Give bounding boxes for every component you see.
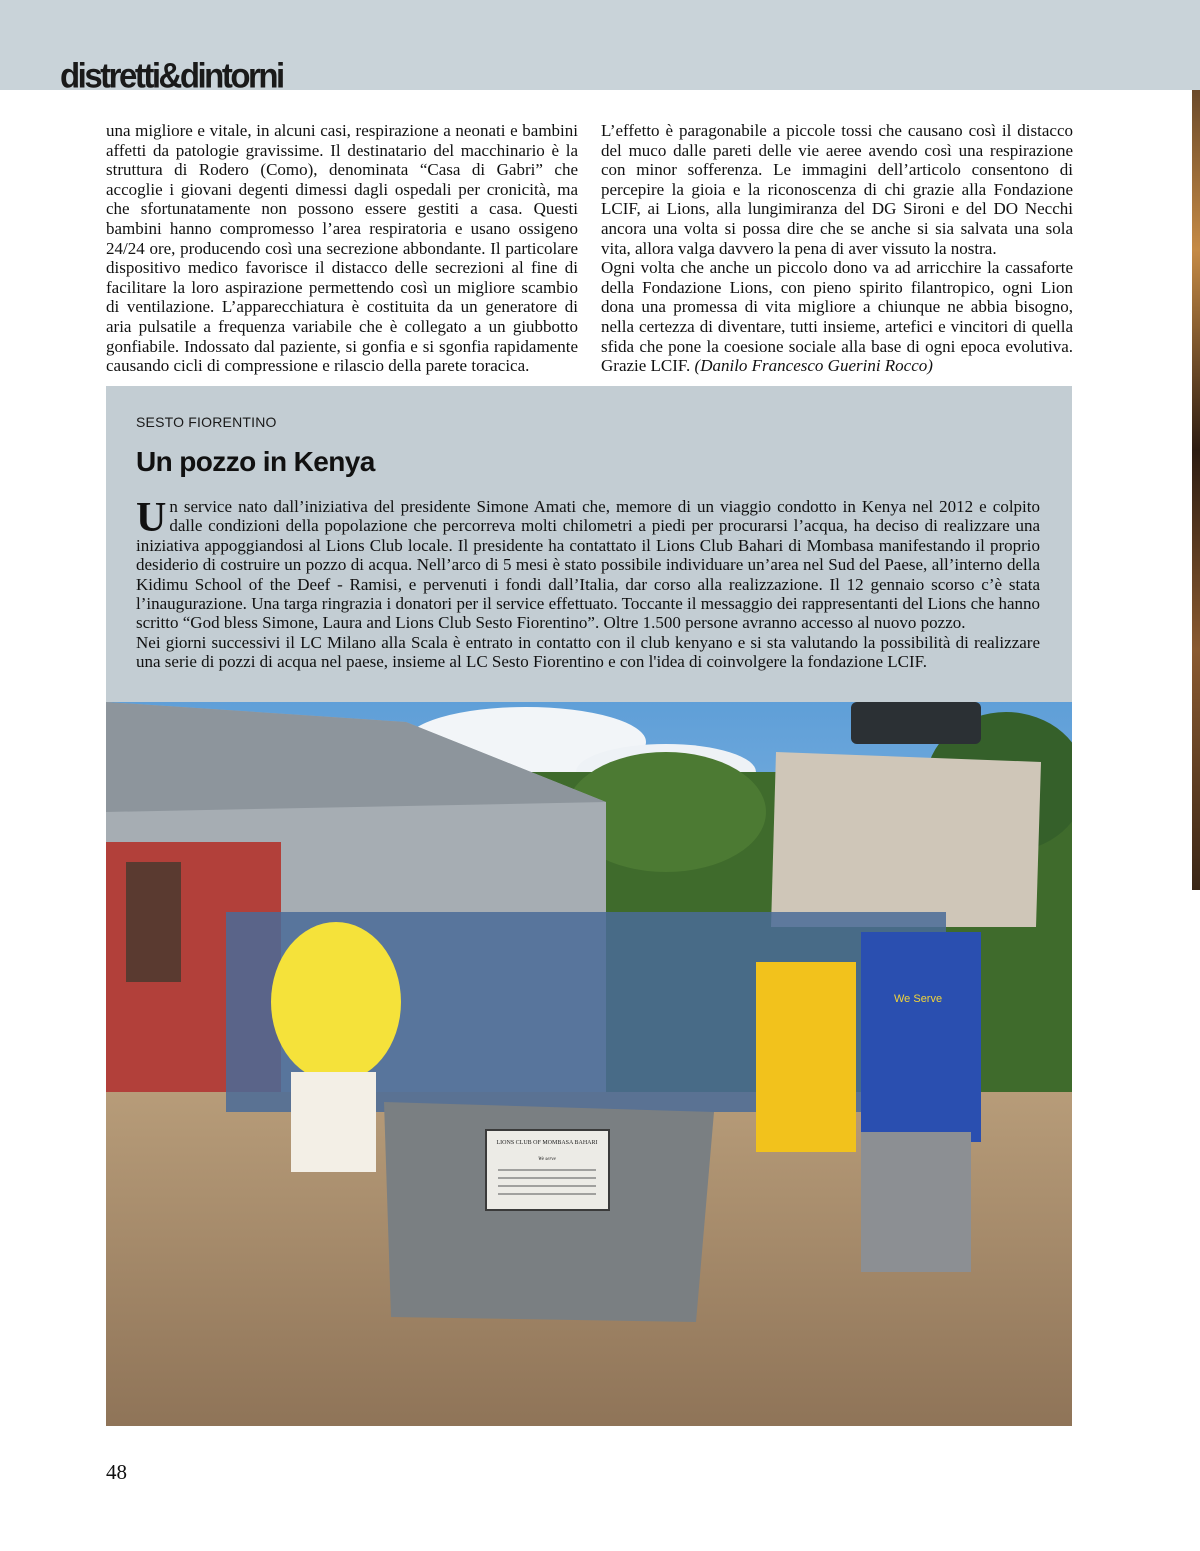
article-paragraph-text: Ogni volta che anche un piccolo dono va ad arricchire la cassaforte della Fondazione Lions, con pieno spirito filantropico, ogni Lion dona una promessa di vita migliore a chiunque ne abbia bisogno, nella certezza di diventare, tutti insieme, artefici e vincitori di quella sfida che pone la coesione sociale alla base di ogni epoca evolutiva. Grazie LCIF. xyxy=(601,258,1073,376)
article-paragraph: L’effetto è paragonabile a piccole tossi che causano così il distacco del muco dalle pareti delle vie aeree avendo così una respirazione con minor sofferenza. Le immagini dell’articolo consentono di percepire la gioia e la riconoscenza di chi grazie alla Fondazione LCIF, ai Lions, alla lungimiranza del DG Sironi e del DO Necchi ancora una volta si possa dire che se anche si sia salvata una sola vita, allora valga davvero la pena di aver vissuto la nostra. xyxy=(601,121,1073,258)
drop-cap: U xyxy=(136,495,167,541)
article-column-right xyxy=(601,121,1073,376)
section-tag: distretti&dintorni xyxy=(60,55,283,96)
well-inauguration-photo xyxy=(106,702,1072,1426)
adjacent-page-edge xyxy=(1192,90,1200,890)
page-number: 48 xyxy=(106,1460,127,1484)
sidebar-article-box xyxy=(106,386,1072,702)
white-shorts xyxy=(291,1072,376,1172)
plaque-title: LIONS CLUB OF MOMBASA BAHARI xyxy=(496,1140,598,1146)
author-byline: (Danilo Francesco Guerini Rocco) xyxy=(694,356,933,376)
lions-yellow-vest xyxy=(756,962,856,1152)
door-window xyxy=(126,862,181,982)
article-paragraph: Nei giorni successivi il LC Milano alla Scala è entrato in contatto con il club kenyano e si sta valutando la possibilità di realizzare una serie di pozzi di acqua nel paese, insieme al LC Sesto Fiorentino e con l'idea di coinvolgere la fondazione LCIF. xyxy=(136,632,1040,672)
article-headline: Un pozzo in Kenya xyxy=(136,446,375,477)
article-paragraph-text: n service nato dall’iniziativa del presidente Simone Amati che, memore di un viaggio condotto in Kenya nel 2012 e colpito dalle condizioni della popolazione che percorreva molti chilometri a piedi per procurarsi l’acqua, ha deciso di realizzare una iniziativa appoggiandosi al Lions Club locale. Il presidente ha contattato il Lions Club Bahari di Mombasa manifestando il proprio desiderio di costruire un pozzo di acqua. Nell’arco di 5 mesi è stato possibile individuare un’area nel Sud del Paese, all’interno della Kidimu School of the Deef - Ramisi, e pervenuti i fondi dall’Italia, dar corso alla realizzazione. Il 12 gennaio scorso c’è stata l’inaugurazione. Una targa ringrazia i donatori per il service effettuato. Toccante il messaggio dei rappresentanti del Lions che hanno scritto “God bless Simone, Laura and Lions Club Sesto Fiorentino”. Oltre 1.500 persone avranno accesso al nuovo pozzo. xyxy=(136,497,1040,633)
water-tank xyxy=(851,702,981,744)
grey-shorts xyxy=(861,1132,971,1272)
article-paragraph xyxy=(136,497,1040,633)
concrete-tower xyxy=(771,752,1041,927)
article-kicker: SESTO FIORENTINO xyxy=(136,414,277,430)
lions-blue-vest xyxy=(861,932,981,1142)
article-body xyxy=(136,497,1040,672)
person-yellow-shirt xyxy=(271,922,401,1082)
vest-lettering: We Serve xyxy=(894,993,943,1005)
plaque-motto: We serve xyxy=(538,1157,556,1162)
article-column-left xyxy=(106,121,578,376)
article-paragraph: una migliore e vitale, in alcuni casi, respirazione a neonati e bambini affetti da patologie gravissime. Il destinatario del macchinario è la struttura di Rodero (Como), denominata “Casa di Gabri” che accoglie i giovani degenti dimessi dagli ospedali per cronicità, ma che sfortunatamente non possono essere gestiti a casa. Questi bambini hanno compromesso l’area respiratoria e usano ossigeno 24/24 ore, producendo così una secrezione abbondante. Il particolare dispositivo medico favorisce il distacco delle secrezioni al fine di facilitare la loro aspirazione permettendo così un migliore scambio di ventilazione. L’apparecchiatura è costituita da un generatore di aria pulsatile a frequenza variabile che è collegato a un giubbotto gonfiabile. Indossato dal paziente, si gonfia e si sgonfia rapidamente causando cicli di compressione e rilascio della parete toracica. xyxy=(106,121,578,376)
article-paragraph xyxy=(601,258,1073,376)
